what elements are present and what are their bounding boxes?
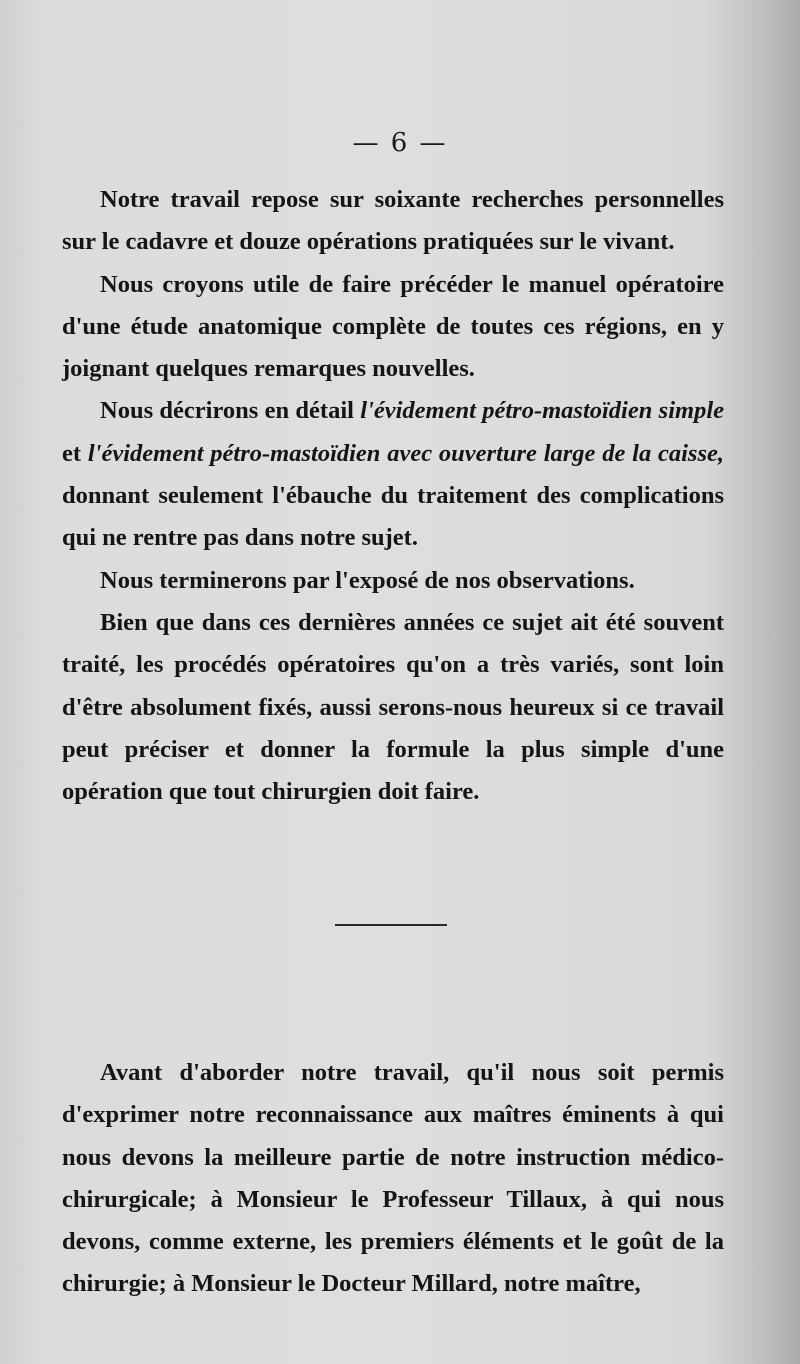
paragraph-2: Nous croyons utile de faire précéder le manuel opératoire d'une étude anatomique complète de toutes ces régions, en y joignant quelques remarques nouvelles. [62,270,724,383]
italic-term-large: l'évidement pétro-mastoïdien avec ouverture large de la caisse, [87,439,724,467]
acknowledgement-block [62,1052,724,1306]
paragraph-3-end: donnant seulement l'ébauche du traitement des complications qui ne rentre pas dans notre sujet. [62,482,724,552]
paragraph-5: Bien que dans ces dernières années ce sujet ait été souvent traité, les procédés opératoires qu'on a très variés, sont loin d'être absolument fixés, aussi serons-nous heureux si ce travail peut préciser et donner la formule la plus simple d'une opération que tout chirurgien doit faire. [62,608,724,806]
main-text-block [62,179,724,813]
paragraph-4: Nous terminerons par l'exposé de nos observations. [100,566,635,594]
page-number: — 6 — [352,128,448,158]
paragraph-3-start: Nous décrirons en détail [100,397,361,425]
acknowledgement-paragraph: Avant d'aborder notre travail, qu'il nous soit permis d'exprimer notre reconnaissance aux maîtres éminents à qui nous devons la meilleure partie de notre instruction médico-chirurgicale; à Monsieur le Professeur Tillaux, à qui nous devons, comme externe, les premiers éléments et le goût de la chirurgie; à Monsieur le Docteur Millard, notre maître, [62,1059,724,1298]
italic-term-simple: l'évidement pétro-mastoïdien simple [360,397,725,425]
paragraph-1: Notre travail repose sur soixante recherches personnelles sur le cadavre et douze opérations pratiquées sur le vivant. [62,186,724,256]
section-divider [335,924,447,926]
paragraph-3-mid: et [62,439,88,467]
paragraph-3 [62,390,724,559]
